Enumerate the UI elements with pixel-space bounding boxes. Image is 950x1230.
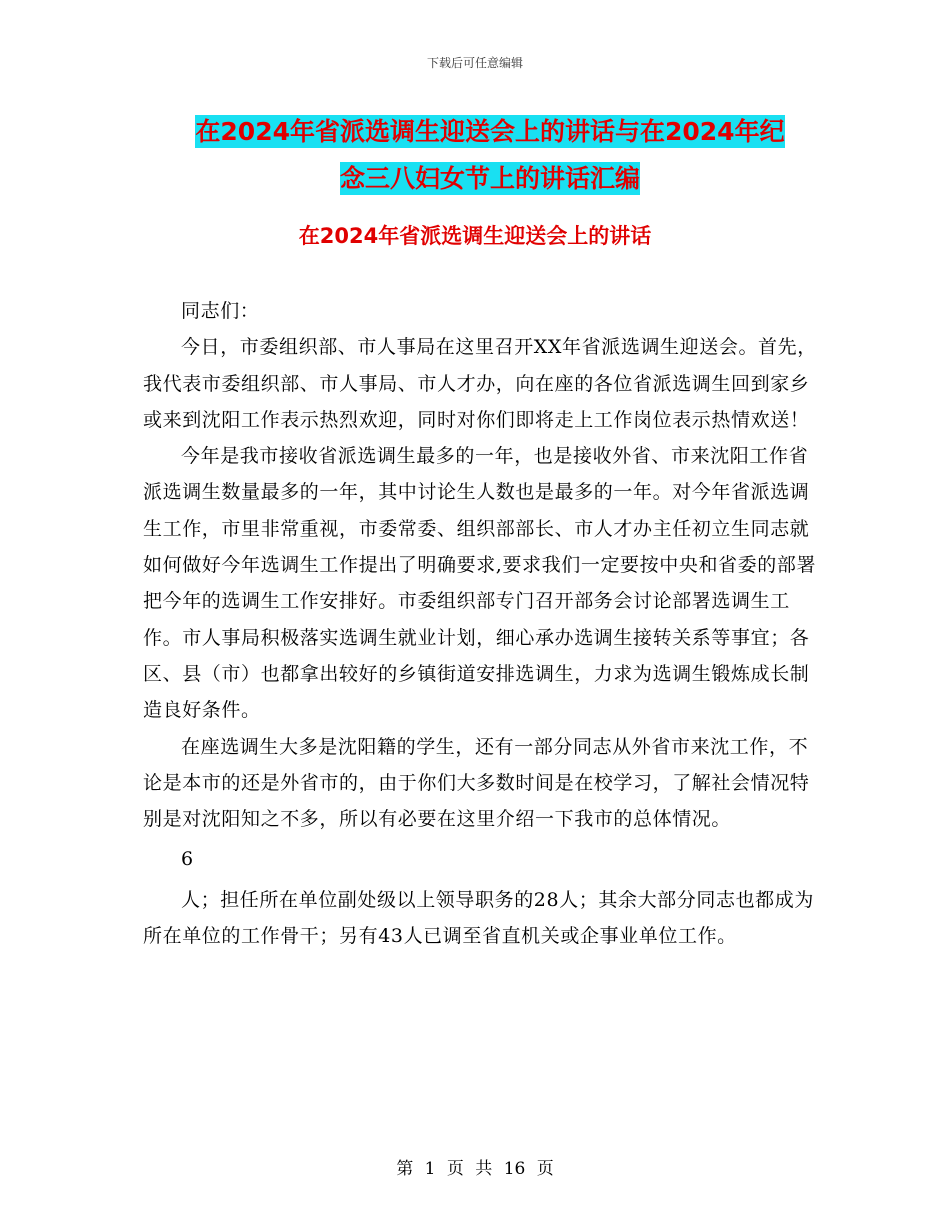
section-title: 在2024年省派选调生迎送会上的讲话 (298, 224, 652, 248)
body-text (143, 293, 823, 954)
paragraph: 在座选调生大多是沈阳籍的学生，还有一部分同志从外省市来沈工作，不论是本市的还是外省市的，由于你们大多数时间是在校学习，了解社会情况特别是对沈阳知之不多，所以有必要在这里介绍一下我市的总体情况。 (143, 735, 810, 831)
paragraph: 今日，市委组织部、市人事局在这里召开XX年省派选调生迎送会。首先，我代表市委组织部、市人事局、市人才办，向在座的各位省派选调生回到家乡或来到沈阳工作表示热烈欢迎，同时对你们即将走上工作岗位表示热情欢送！ (143, 336, 817, 431)
document-title-line-2: 念三八妇女节上的讲话汇编 (339, 164, 640, 193)
header-note: 下载后可任意编辑 (426, 56, 523, 70)
page-number-footer: 第 1 页 共 16 页 (396, 1159, 554, 1179)
document-title-line-1: 在2024年省派选调生迎送会上的讲话与在2024年纪 (195, 117, 785, 146)
paragraph: 6 (181, 848, 194, 871)
document-title (140, 108, 840, 202)
paragraph: 今年是我市接收省派选调生最多的一年，也是接收外省、市来沈阳工作省派选调生数量最多的一年，其中讨论生人数也是最多的一年。对今年省派选调生工作，市里非常重视，市委常委、组织部部长、市人才办主任初立生同志就如何做好今年选调生工作提出了明确要求,要求我们一定要按中央和省委的部署把今年的选调生工作安排好。市委组织部专门召开部务会讨论部署选调生工作。市人事局积极落实选调生就业计划，细心承办选调生接转关系等事宜；各区、县（市）也都拿出较好的乡镇街道安排选调生，力求为选调生锻炼成长制造良好条件。 (143, 445, 817, 722)
paragraph: 人；担任所在单位副处级以上领导职务的28人；其余大部分同志也都成为所在单位的工作骨干；另有43人已调至省直机关或企事业单位工作。 (143, 888, 814, 948)
paragraph-salutation: 同志们： (181, 300, 260, 322)
